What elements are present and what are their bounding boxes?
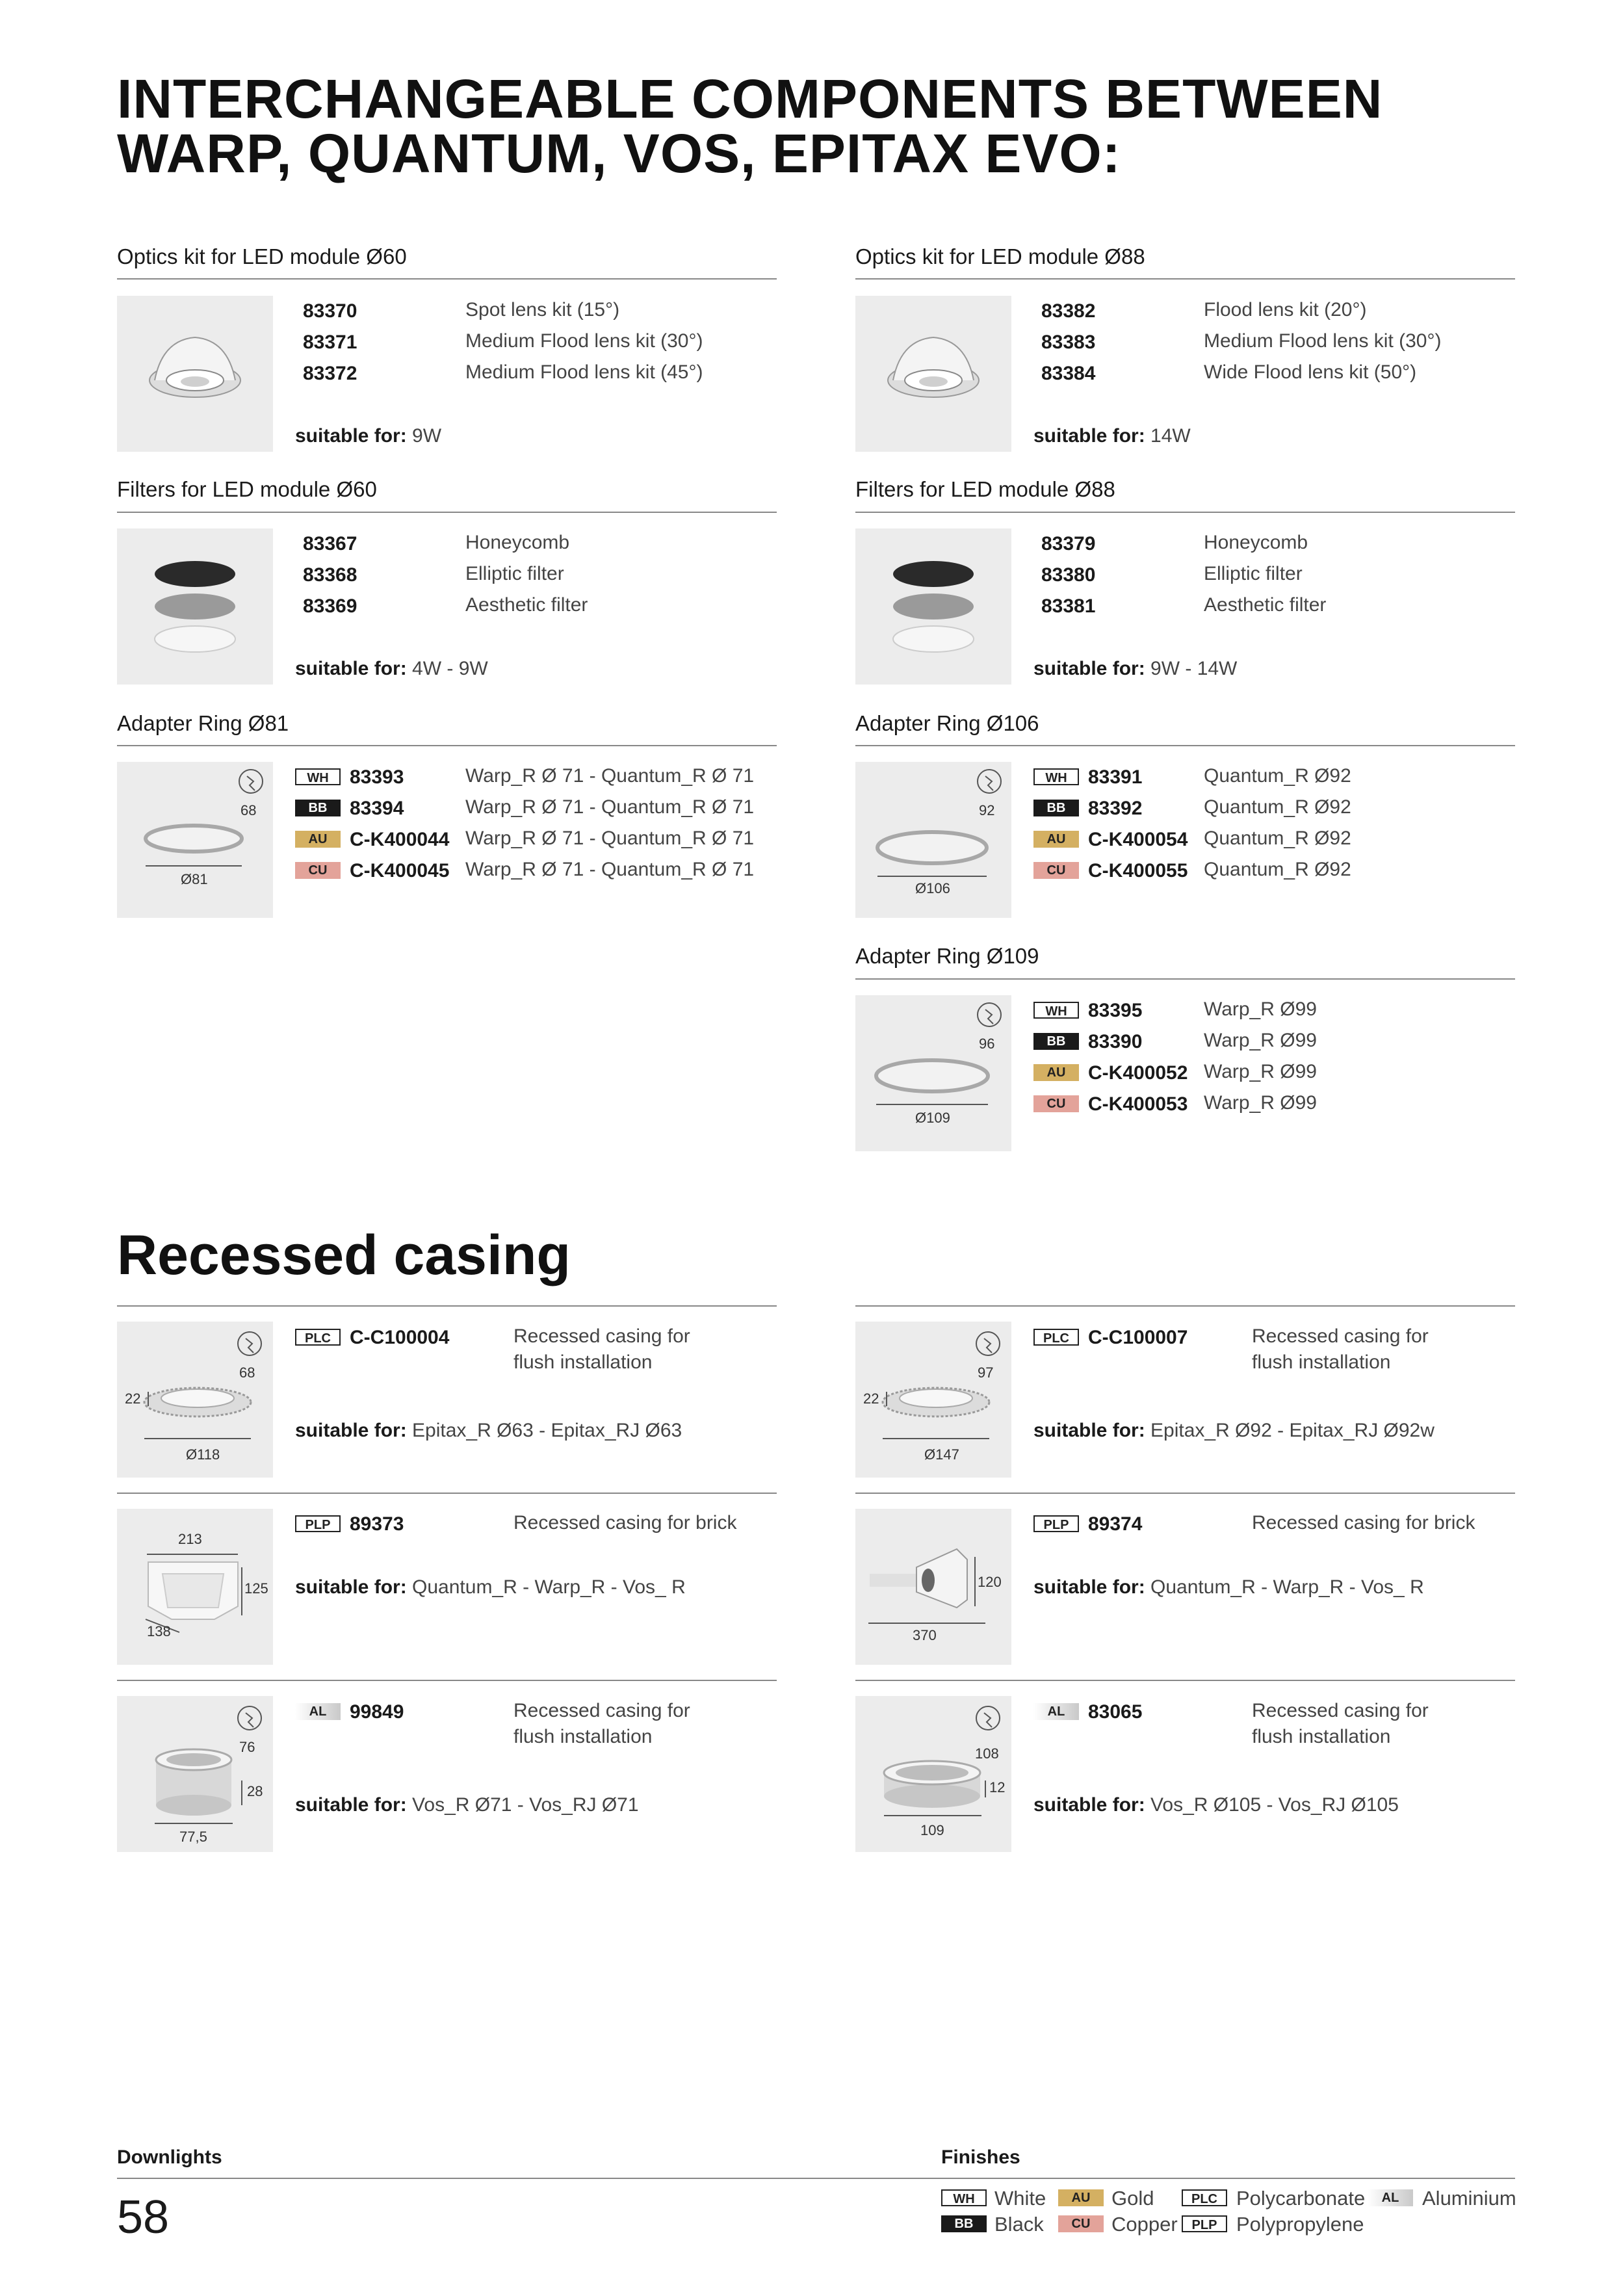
finish-badge-au: AU [295, 831, 341, 848]
suitable-for [295, 1794, 639, 1816]
suitable-value: 14W [1150, 425, 1191, 447]
suitable-for [295, 425, 441, 447]
suitable-label: suitable for: [1033, 658, 1145, 679]
finish-badge-wh: WH [1033, 1002, 1079, 1019]
finish-badge-bb: BB [1033, 800, 1079, 816]
product-code: C-K400054 [1088, 829, 1188, 850]
finish-badge-bb: BB [941, 2215, 987, 2232]
suitable-value: 9W [412, 425, 442, 447]
product-image-lens-kit [855, 296, 1011, 452]
suitable-value: 9W - 14W [1150, 658, 1238, 679]
product-code: C-C100007 [1088, 1327, 1188, 1348]
material-badge-plc: PLC [295, 1329, 341, 1346]
product-code: 89374 [1088, 1513, 1143, 1535]
dimension-depth: 28 [247, 1783, 263, 1799]
suitable-label: suitable for: [1033, 425, 1145, 447]
material-badge-plc: PLC [1033, 1329, 1079, 1346]
product-image-filters [117, 528, 273, 685]
dimension-diameter: Ø81 [181, 871, 208, 887]
description-line: Recessed casing for [513, 1700, 690, 1721]
divider [117, 745, 777, 746]
section-heading-filters60: Filters for LED module Ø60 [117, 477, 377, 501]
product-code: 83369 [303, 595, 357, 617]
finish-badge-wh: WH [1033, 768, 1079, 785]
dimension-diameter: Ø109 [915, 1110, 950, 1126]
product-code: C-K400044 [350, 829, 450, 850]
product-code: 89373 [350, 1513, 404, 1535]
dimension-height: 92 [979, 802, 995, 818]
finish-name-aluminium: Aluminium [1422, 2187, 1516, 2210]
finish-badge-al: AL [1368, 2189, 1413, 2206]
divider [117, 1680, 777, 1681]
finish-badge-cu: CU [1058, 2215, 1104, 2232]
material-badge-plp: PLP [295, 1515, 341, 1532]
product-code: C-K400052 [1088, 1062, 1188, 1084]
divider [117, 278, 777, 280]
product-code: 83391 [1088, 766, 1143, 788]
product-description: Warp_R Ø99 [1204, 1092, 1317, 1114]
suitable-for [295, 658, 488, 680]
product-code: 83372 [303, 363, 357, 384]
dimension-diameter: Ø147 [924, 1446, 959, 1463]
divider [855, 1305, 1515, 1307]
product-description: Quantum_R Ø92 [1204, 828, 1351, 849]
product-description: Warp_R Ø 71 - Quantum_R Ø 71 [465, 765, 755, 787]
description-line: Recessed casing for [1252, 1325, 1429, 1347]
product-code: 83393 [350, 766, 404, 788]
dimension-diameter: 77,5 [179, 1829, 207, 1845]
finish-badge-plp: PLP [1182, 2215, 1227, 2232]
product-description: Spot lens kit (15°) [465, 299, 620, 320]
dimension-diameter: 109 [920, 1822, 944, 1838]
suitable-label: suitable for: [1033, 1576, 1145, 1598]
dimension-height: 76 [239, 1739, 255, 1755]
finish-badge-bb: BB [295, 800, 341, 816]
dimension-diameter: Ø106 [915, 880, 950, 896]
product-description [1252, 1324, 1429, 1376]
product-description: Medium Flood lens kit (30°) [1204, 330, 1442, 352]
finish-badge-wh: WH [941, 2189, 987, 2206]
material-badge-plp: PLP [1033, 1515, 1079, 1532]
product-image-adapter-ring [855, 762, 1011, 918]
material-badge-al: AL [295, 1703, 341, 1720]
page-title-line2: WARP, QUANTUM, VOS, EPITAX EVO: [117, 123, 1121, 184]
suitable-value: Epitax_R Ø63 - Epitax_RJ Ø63 [412, 1420, 682, 1441]
dimension-height: 96 [979, 1036, 995, 1052]
product-description: Warp_R Ø99 [1204, 1061, 1317, 1082]
product-code: 83383 [1041, 332, 1096, 353]
product-description: Elliptic filter [1204, 563, 1303, 584]
section-heading-ring106: Adapter Ring Ø106 [855, 711, 1039, 735]
divider [855, 1493, 1515, 1494]
dimension-depth: 138 [147, 1623, 171, 1639]
dimension-height: 97 [978, 1364, 994, 1381]
suitable-label: suitable for: [295, 425, 407, 447]
description-line: flush installation [1252, 1351, 1391, 1373]
product-description: Quantum_R Ø92 [1204, 859, 1351, 880]
dimension-depth: 22 [863, 1390, 879, 1407]
product-description: Warp_R Ø 71 - Quantum_R Ø 71 [465, 859, 755, 880]
footer-divider [117, 2178, 1515, 2179]
suitable-value: Epitax_R Ø92 - Epitax_RJ Ø92w [1150, 1420, 1435, 1441]
product-description [1252, 1698, 1429, 1750]
description-line: flush installation [513, 1726, 653, 1747]
suitable-value: Quantum_R - Warp_R - Vos_ R [412, 1576, 686, 1598]
description-line: flush installation [513, 1351, 653, 1373]
page-title [117, 68, 1547, 184]
product-code: 83395 [1088, 1000, 1143, 1021]
filters-illustration [855, 528, 1011, 685]
dimension-height: 68 [239, 1364, 255, 1381]
dimension-height: 125 [244, 1580, 268, 1597]
suitable-for [1033, 1576, 1424, 1598]
section-heading-ring81: Adapter Ring Ø81 [117, 711, 289, 735]
product-code: 83392 [1088, 798, 1143, 819]
product-description: Aesthetic filter [1204, 594, 1327, 616]
filters-illustration [117, 528, 273, 685]
suitable-for [1033, 1420, 1435, 1442]
finish-badge-cu: CU [1033, 1095, 1079, 1112]
dimension-width: 213 [178, 1531, 202, 1547]
section-heading-optics88: Optics kit for LED module Ø88 [855, 244, 1145, 268]
product-image-adapter-ring [855, 995, 1011, 1151]
product-code: 83368 [303, 564, 357, 586]
product-code: 83394 [350, 798, 404, 819]
dimension-diameter: Ø118 [186, 1446, 220, 1463]
product-description: Honeycomb [1204, 532, 1308, 553]
product-description [513, 1324, 690, 1376]
finish-name-white: White [994, 2187, 1046, 2210]
divider [117, 1305, 777, 1307]
suitable-label: suitable for: [1033, 1420, 1145, 1441]
product-code: 83379 [1041, 533, 1096, 554]
finishes-label: Finishes [941, 2146, 1020, 2168]
product-description: Medium Flood lens kit (30°) [465, 330, 703, 352]
product-description: Quantum_R Ø92 [1204, 765, 1351, 787]
product-description: Warp_R Ø 71 - Quantum_R Ø 71 [465, 828, 755, 849]
product-image-lens-kit [117, 296, 273, 452]
suitable-value: 4W - 9W [412, 658, 488, 679]
product-image-adapter-ring [117, 762, 273, 918]
finish-name-copper: Copper [1111, 2213, 1178, 2236]
finish-badge-cu: CU [1033, 862, 1079, 879]
suitable-value: Quantum_R - Warp_R - Vos_ R [1150, 1576, 1424, 1598]
product-description: Aesthetic filter [465, 594, 588, 616]
divider [855, 278, 1515, 280]
divider [855, 512, 1515, 513]
dimension-height: 68 [240, 802, 257, 818]
product-image-recessed-casing [855, 1322, 1011, 1478]
product-description: Wide Flood lens kit (50°) [1204, 361, 1417, 383]
product-code: 99849 [350, 1701, 404, 1723]
finish-badge-au: AU [1033, 831, 1079, 848]
section-heading-filters88: Filters for LED module Ø88 [855, 477, 1115, 501]
suitable-label: suitable for: [295, 1576, 407, 1598]
product-image-aluminium-casing [855, 1696, 1011, 1852]
product-description: Quantum_R Ø92 [1204, 796, 1351, 818]
description-line: Recessed casing for [1252, 1700, 1429, 1721]
divider [855, 1680, 1515, 1681]
product-image-brick-casing [117, 1509, 273, 1665]
product-description: Warp_R Ø 71 - Quantum_R Ø 71 [465, 796, 755, 818]
product-code: 83380 [1041, 564, 1096, 586]
suitable-for [295, 1420, 682, 1442]
material-badge-al: AL [1033, 1703, 1079, 1720]
lens-illustration [117, 296, 273, 452]
divider [855, 745, 1515, 746]
product-code: C-K400053 [1088, 1093, 1188, 1115]
product-description: Warp_R Ø99 [1204, 1030, 1317, 1051]
suitable-for [295, 1576, 686, 1598]
product-image-brick-casing [855, 1509, 1011, 1665]
dimension-depth: 22 [125, 1390, 141, 1407]
product-code: 83065 [1088, 1701, 1143, 1723]
suitable-for [1033, 425, 1191, 447]
suitable-for [1033, 1794, 1399, 1816]
ring-illustration [855, 995, 1011, 1151]
suitable-label: suitable for: [295, 658, 407, 679]
product-code: C-K400045 [350, 860, 450, 881]
finish-name-black: Black [994, 2213, 1044, 2236]
product-image-aluminium-casing [117, 1696, 273, 1852]
product-code: 83367 [303, 533, 357, 554]
finish-badge-au: AU [1058, 2189, 1104, 2206]
footer-section-label: Downlights [117, 2146, 222, 2168]
page-number: 58 [117, 2191, 170, 2243]
product-description [513, 1698, 690, 1750]
finish-badge-plc: PLC [1182, 2189, 1227, 2206]
divider [117, 512, 777, 513]
product-description: Recessed casing for brick [513, 1512, 737, 1533]
section-heading-optics60: Optics kit for LED module Ø60 [117, 244, 407, 268]
suitable-label: suitable for: [295, 1420, 407, 1441]
suitable-value: Vos_R Ø105 - Vos_RJ Ø105 [1150, 1794, 1399, 1816]
section-heading-ring109: Adapter Ring Ø109 [855, 944, 1039, 968]
suitable-value: Vos_R Ø71 - Vos_RJ Ø71 [412, 1794, 639, 1816]
lens-illustration [855, 296, 1011, 452]
page-title-line1: INTERCHANGEABLE COMPONENTS BETWEEN [117, 68, 1383, 129]
product-description: Recessed casing for brick [1252, 1512, 1475, 1533]
product-image-filters [855, 528, 1011, 685]
finish-name-gold: Gold [1111, 2187, 1154, 2210]
suitable-label: suitable for: [295, 1794, 407, 1816]
finish-name-polycarbonate: Polycarbonate [1236, 2187, 1366, 2210]
product-image-recessed-casing [117, 1322, 273, 1478]
suitable-label: suitable for: [1033, 1794, 1145, 1816]
divider [117, 1493, 777, 1494]
finish-name-polypropylene: Polypropylene [1236, 2213, 1364, 2236]
dimension-height: 108 [975, 1745, 999, 1762]
product-code: C-C100004 [350, 1327, 450, 1348]
product-description: Medium Flood lens kit (45°) [465, 361, 703, 383]
finish-badge-bb: BB [1033, 1033, 1079, 1050]
product-description: Flood lens kit (20°) [1204, 299, 1367, 320]
product-description: Elliptic filter [465, 563, 564, 584]
product-code: 83390 [1088, 1031, 1143, 1052]
ring-illustration [117, 762, 273, 918]
product-code: C-K400055 [1088, 860, 1188, 881]
dimension-height: 120 [978, 1574, 1002, 1590]
finish-badge-cu: CU [295, 862, 341, 879]
section-title-recessed-casing: Recessed casing [117, 1224, 571, 1286]
description-line: flush installation [1252, 1726, 1391, 1747]
suitable-for [1033, 658, 1237, 680]
product-code: 83371 [303, 332, 357, 353]
description-line: Recessed casing for [513, 1325, 690, 1347]
finish-badge-au: AU [1033, 1064, 1079, 1081]
finish-badge-wh: WH [295, 768, 341, 785]
divider [855, 978, 1515, 980]
dimension-length: 370 [913, 1627, 937, 1643]
product-code: 83370 [303, 300, 357, 322]
product-code: 83381 [1041, 595, 1096, 617]
product-code: 83382 [1041, 300, 1096, 322]
product-description: Warp_R Ø99 [1204, 998, 1317, 1020]
product-description: Honeycomb [465, 532, 570, 553]
dimension-depth: 12 [989, 1779, 1006, 1795]
product-code: 83384 [1041, 363, 1096, 384]
